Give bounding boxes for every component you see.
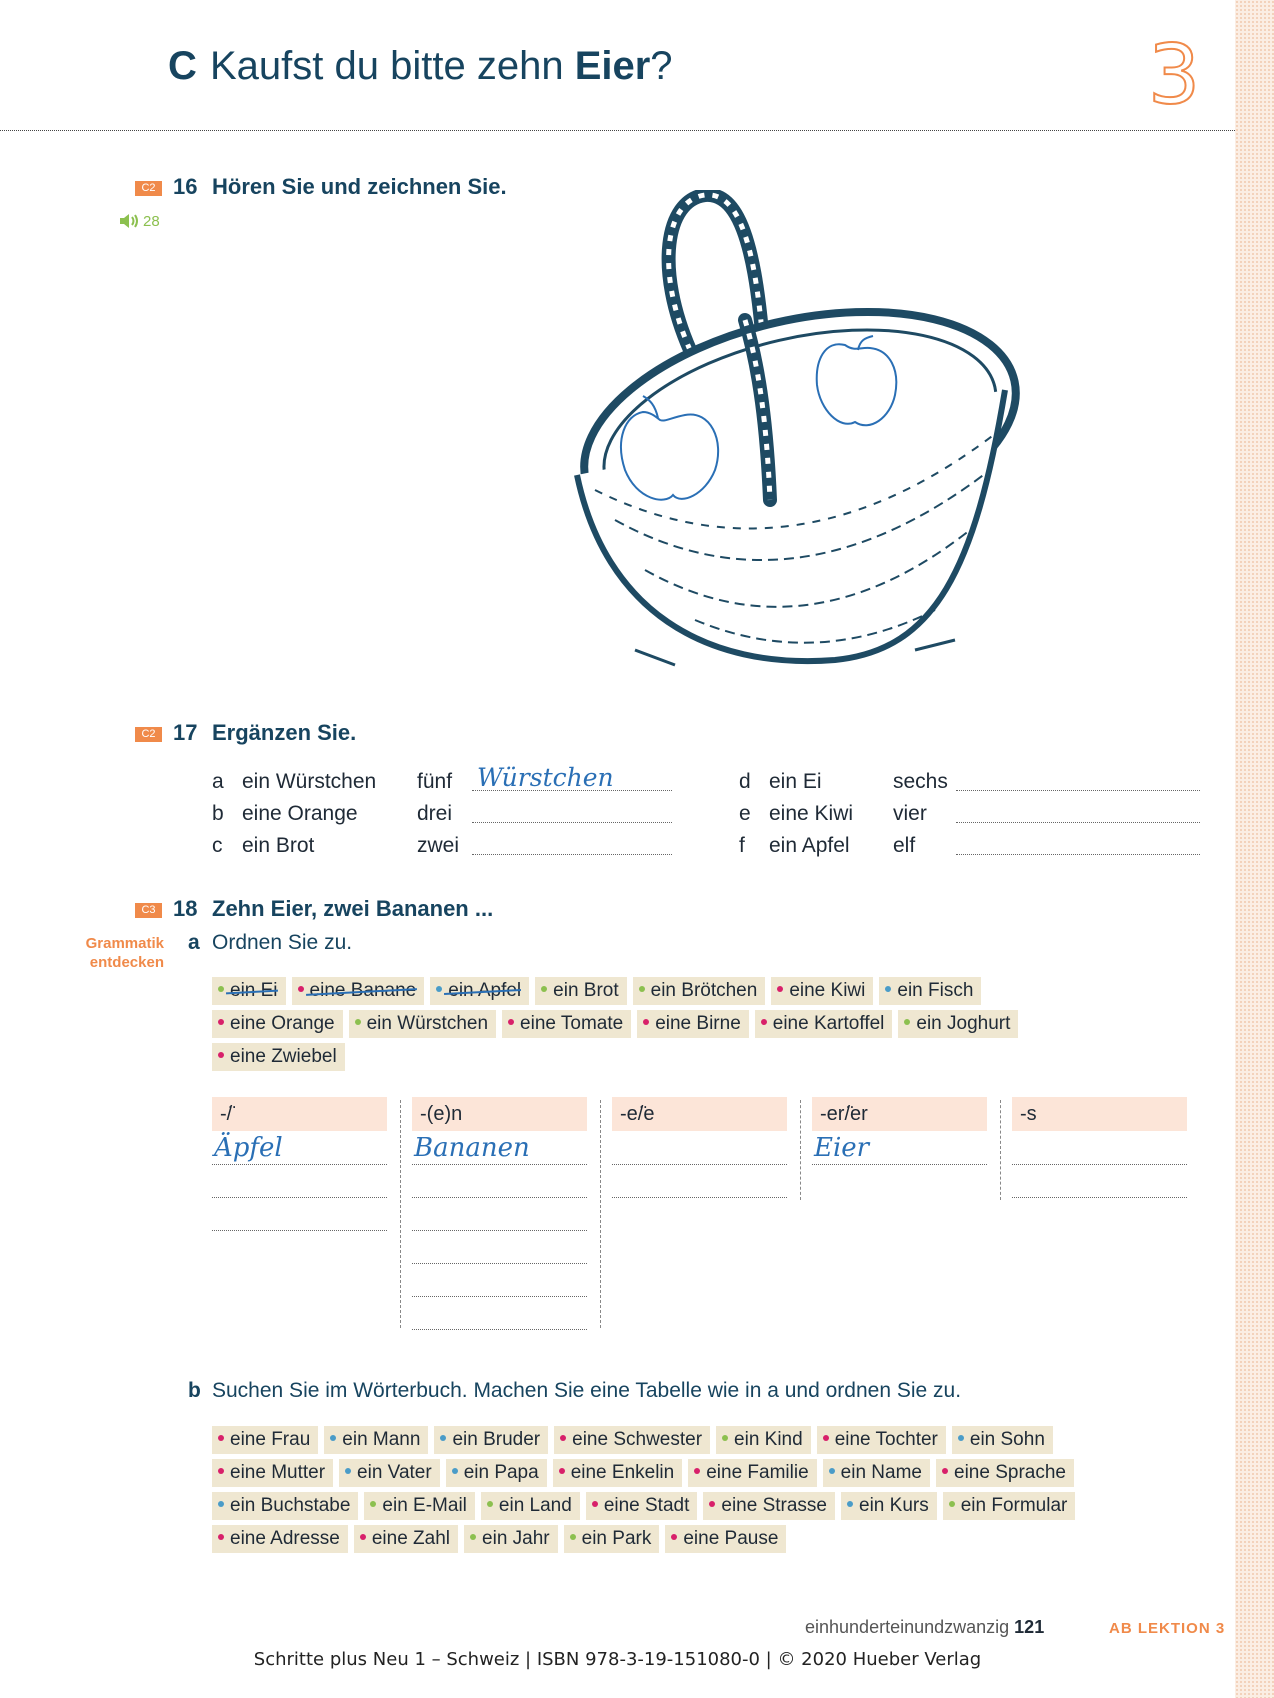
grammar-side-label: Grammatik entdecken: [85, 935, 164, 971]
gender-dot-icon: [360, 1534, 366, 1540]
gender-dot-icon: [218, 1052, 224, 1058]
word-chip: [446, 1459, 547, 1487]
word-chip: [502, 1010, 631, 1038]
word-chip-text: eine Tomate: [520, 1013, 624, 1034]
word-chip-text: ein Name: [840, 1462, 922, 1483]
word-chip-text: eine Pause: [683, 1528, 779, 1549]
word-chip-text: eine Mutter: [230, 1462, 326, 1483]
word-chip-text: ein Sohn: [969, 1429, 1045, 1450]
gender-dot-icon: [671, 1534, 677, 1540]
word-chip: [434, 1426, 548, 1454]
gender-dot-icon: [218, 1468, 224, 1474]
gender-dot-icon: [885, 986, 891, 992]
word-chip: [637, 1010, 749, 1038]
word-chip: [665, 1525, 786, 1553]
word-chip: [212, 1459, 333, 1487]
ex17-answer-field[interactable]: [956, 769, 1200, 791]
word-chip-text: eine Birne: [655, 1013, 741, 1034]
side-decorative-strip: [1235, 0, 1274, 1698]
word-chip-text: eine Zahl: [371, 1528, 451, 1549]
ex17-title: Ergänzen Sie.: [212, 720, 357, 745]
column-answer-line[interactable]: [812, 1163, 987, 1165]
column-answer-line[interactable]: [412, 1196, 587, 1198]
gender-dot-icon: [355, 1019, 361, 1025]
word-chip: [633, 977, 766, 1005]
word-chip: [554, 1426, 710, 1454]
audio-track[interactable]: [118, 212, 160, 230]
word-chip-text: ein Buchstabe: [230, 1495, 351, 1516]
gender-dot-icon: [298, 986, 304, 992]
word-chip-text: ein Kind: [734, 1429, 803, 1450]
column-answer-line[interactable]: [412, 1295, 587, 1297]
audio-track-number: 28: [143, 212, 160, 230]
word-chip-text: ein Joghurt: [916, 1013, 1011, 1034]
ex17-row-item: ein Apfel: [769, 834, 850, 857]
word-chip: [771, 977, 873, 1005]
word-chip-text: ein Vater: [357, 1462, 432, 1483]
gender-dot-icon: [722, 1435, 728, 1441]
gender-dot-icon: [470, 1534, 476, 1540]
word-chip-text: eine Orange: [230, 1013, 335, 1034]
word-chip: [349, 1010, 496, 1038]
word-chip-text: eine Frau: [230, 1429, 311, 1450]
word-chip-text: eine Kiwi: [789, 980, 866, 1001]
word-chip: [481, 1492, 580, 1520]
page-title: Kaufst du bitte zehn Eier?: [210, 44, 673, 88]
word-chip-text: eine Kartoffel: [772, 1013, 885, 1034]
word-chip: [716, 1426, 811, 1454]
column-answer-handwritten: Äpfel: [214, 1133, 283, 1163]
word-chip: [898, 1010, 1018, 1038]
page-footer: einhunderteinundzwanzig 121: [805, 1617, 1045, 1637]
word-chip-text: eine Zwiebel: [230, 1046, 337, 1067]
ex17-number: 17: [173, 720, 198, 745]
word-chip: [952, 1426, 1053, 1454]
word-chip-text: eine Enkelin: [570, 1462, 675, 1483]
word-chip: [703, 1492, 835, 1520]
word-chip: [936, 1459, 1074, 1487]
word-chip: [212, 1492, 358, 1520]
gender-dot-icon: [345, 1468, 351, 1474]
word-chip-text: eine Familie: [706, 1462, 809, 1483]
gender-dot-icon: [218, 986, 224, 992]
word-chip: [464, 1525, 558, 1553]
gender-dot-icon: [436, 986, 442, 992]
ex17-row-item: eine Kiwi: [769, 802, 854, 825]
word-chip-text: ein Fisch: [897, 980, 974, 1001]
gender-dot-icon: [370, 1501, 376, 1507]
word-chip: [339, 1459, 440, 1487]
ex18-part-b-letter: b: [188, 1379, 201, 1402]
ex17-row-count: sechs: [893, 770, 948, 793]
column-answer-line[interactable]: [612, 1196, 787, 1198]
gender-dot-icon: [452, 1468, 458, 1474]
word-chip-text: ein Jahr: [482, 1528, 550, 1549]
ex17-row-count: fünf: [417, 770, 453, 793]
ex17-answer-field[interactable]: [472, 833, 672, 855]
gender-dot-icon: [487, 1501, 493, 1507]
word-chip-text: eine Schwester: [572, 1429, 703, 1450]
word-chip: [364, 1492, 474, 1520]
gender-dot-icon: [559, 1468, 565, 1474]
word-chip-text: ein Brot: [553, 980, 619, 1001]
word-chip-text: ein Papa: [463, 1462, 539, 1483]
word-chip-text: eine Banane: [309, 980, 417, 1001]
word-chip: [212, 1426, 318, 1454]
word-chip: [817, 1426, 946, 1454]
gender-dot-icon: [823, 1435, 829, 1441]
word-chip-text: ein Bruder: [452, 1429, 541, 1450]
ex17-row-letter: f: [739, 834, 745, 857]
gender-dot-icon: [218, 1435, 224, 1441]
word-chip: [586, 1492, 698, 1520]
word-chip-text: ein Apfel: [448, 980, 522, 1001]
ex18-b-word-bank: [212, 1426, 1162, 1553]
column-answer-line[interactable]: [212, 1196, 387, 1198]
ex18-level-tag: C3: [135, 903, 162, 918]
ex17-row-count: drei: [417, 802, 453, 825]
gender-dot-icon: [639, 986, 645, 992]
word-chip: [841, 1492, 937, 1520]
gender-dot-icon: [904, 1019, 910, 1025]
ex17-row-item: ein Würstchen: [242, 770, 377, 793]
gender-dot-icon: [829, 1468, 835, 1474]
ex17-row-letter: c: [212, 834, 223, 857]
speaker-icon: [118, 212, 140, 230]
column-answer-line[interactable]: [412, 1262, 587, 1264]
column-header: -e/̈e: [612, 1097, 787, 1131]
footer-section-label: AB LEKTION 3: [1109, 1620, 1226, 1637]
gender-dot-icon: [777, 986, 783, 992]
section-letter: C: [168, 44, 197, 88]
word-chip-text: eine Adresse: [230, 1528, 340, 1549]
ex18-part-a-letter: a: [188, 931, 200, 954]
column-answer-line[interactable]: [412, 1229, 587, 1231]
word-chip-text: ein Würstchen: [366, 1013, 489, 1034]
word-chip: [755, 1010, 893, 1038]
column-answer-handwritten: Eier: [814, 1133, 870, 1163]
lesson-number: 3: [1148, 28, 1201, 123]
gender-dot-icon: [709, 1501, 715, 1507]
word-chip: [354, 1525, 458, 1553]
word-chip: [564, 1525, 660, 1553]
column-header: -s: [1012, 1097, 1187, 1131]
column-separator: [600, 1100, 601, 1328]
column-answer-line[interactable]: [212, 1163, 387, 1165]
gender-dot-icon: [643, 1019, 649, 1025]
ex17-row-count: vier: [893, 802, 927, 825]
word-chip: [535, 977, 626, 1005]
ex17-row-item: ein Ei: [769, 770, 822, 793]
column-answer-handwritten: Bananen: [414, 1133, 530, 1163]
gender-dot-icon: [218, 1501, 224, 1507]
handwritten-answer: Würstchen: [477, 763, 614, 792]
column-answer-line[interactable]: [1012, 1163, 1187, 1165]
gender-dot-icon: [847, 1501, 853, 1507]
column-answer-line[interactable]: [212, 1229, 387, 1231]
word-chip: [212, 977, 286, 1005]
gender-dot-icon: [949, 1501, 955, 1507]
column-answer-line[interactable]: [612, 1163, 787, 1165]
word-chip-text: ein Ei: [230, 980, 278, 1001]
gender-dot-icon: [761, 1019, 767, 1025]
word-chip: [879, 977, 981, 1005]
ex17-level-tag: C2: [135, 727, 162, 742]
copyright-line: Schritte plus Neu 1 – Schweiz | ISBN 978-3-19-151080-0 | © 2020 Hueber Verlag: [253, 1649, 982, 1670]
gender-dot-icon: [330, 1435, 336, 1441]
word-chip-text: ein Land: [498, 1495, 572, 1516]
word-chip-text: eine Tochter: [834, 1429, 938, 1450]
word-chip-text: ein Mann: [342, 1429, 421, 1450]
header-divider: [0, 130, 1235, 131]
ex18-part-b-instruction: Suchen Sie im Wörterbuch. Machen Sie eine Tabelle wie in a und ordnen Sie zu.: [212, 1379, 962, 1402]
ex17-answer-field[interactable]: [472, 763, 672, 792]
column-answer-line[interactable]: [1012, 1196, 1187, 1198]
word-chip-text: ein Formular: [960, 1495, 1068, 1516]
column-header: -(e)n: [412, 1097, 587, 1131]
column-separator: [800, 1100, 801, 1200]
column-header: -/̈: [212, 1097, 387, 1131]
word-chip: [212, 1043, 345, 1071]
ex17-row-letter: d: [739, 770, 751, 793]
ex17-answer-field[interactable]: [472, 801, 672, 823]
ex17-row-item: ein Brot: [242, 834, 315, 857]
ex16-level-tag: C2: [135, 181, 162, 196]
column-separator: [1000, 1100, 1001, 1200]
ex17-row-letter: b: [212, 802, 224, 825]
word-chip: [943, 1492, 1076, 1520]
ex17-row-count: zwei: [417, 834, 460, 857]
word-chip-text: eine Stadt: [603, 1495, 690, 1516]
word-chip-text: eine Sprache: [954, 1462, 1066, 1483]
ex17-answer-field[interactable]: [956, 833, 1200, 855]
word-chip: [553, 1459, 683, 1487]
ex18-title: Zehn Eier, zwei Bananen ...: [212, 896, 494, 921]
gender-dot-icon: [440, 1435, 446, 1441]
column-answer-line[interactable]: [412, 1163, 587, 1165]
ex18-part-a-instruction: Ordnen Sie zu.: [212, 931, 353, 954]
gender-dot-icon: [218, 1019, 224, 1025]
word-chip: [212, 1525, 348, 1553]
ex17-answer-field[interactable]: [956, 801, 1200, 823]
ex17-row-count: elf: [893, 834, 916, 857]
column-answer-line[interactable]: [412, 1328, 587, 1330]
word-chip: [324, 1426, 428, 1454]
word-chip-text: ein Brötchen: [650, 980, 758, 1001]
gender-dot-icon: [592, 1501, 598, 1507]
column-separator: [400, 1100, 401, 1328]
word-chip: [688, 1459, 816, 1487]
word-chip: [430, 977, 529, 1005]
gender-dot-icon: [942, 1468, 948, 1474]
ex17-row-letter: e: [739, 802, 751, 825]
word-chip-text: ein Kurs: [859, 1495, 929, 1516]
gender-dot-icon: [541, 986, 547, 992]
ex17-row-item: eine Orange: [242, 802, 358, 825]
gender-dot-icon: [218, 1534, 224, 1540]
word-chip-text: ein E-Mail: [382, 1495, 467, 1516]
gender-dot-icon: [508, 1019, 514, 1025]
ex18-a-word-bank: [212, 977, 1112, 1071]
word-chip-text: ein Park: [581, 1528, 652, 1549]
gender-dot-icon: [560, 1435, 566, 1441]
column-header: -er/̈er: [812, 1097, 987, 1131]
word-chip: [292, 977, 425, 1005]
word-chip-text: eine Strasse: [721, 1495, 828, 1516]
ex17-row-letter: a: [212, 770, 224, 793]
word-chip: [823, 1459, 930, 1487]
gender-dot-icon: [570, 1534, 576, 1540]
ex18-number: 18: [173, 896, 198, 921]
gender-dot-icon: [694, 1468, 700, 1474]
basket-illustration: [555, 190, 1035, 690]
gender-dot-icon: [958, 1435, 964, 1441]
ex16-number: 16: [173, 174, 198, 199]
word-chip: [212, 1010, 343, 1038]
ex16-title: Hören Sie und zeichnen Sie.: [212, 174, 507, 199]
